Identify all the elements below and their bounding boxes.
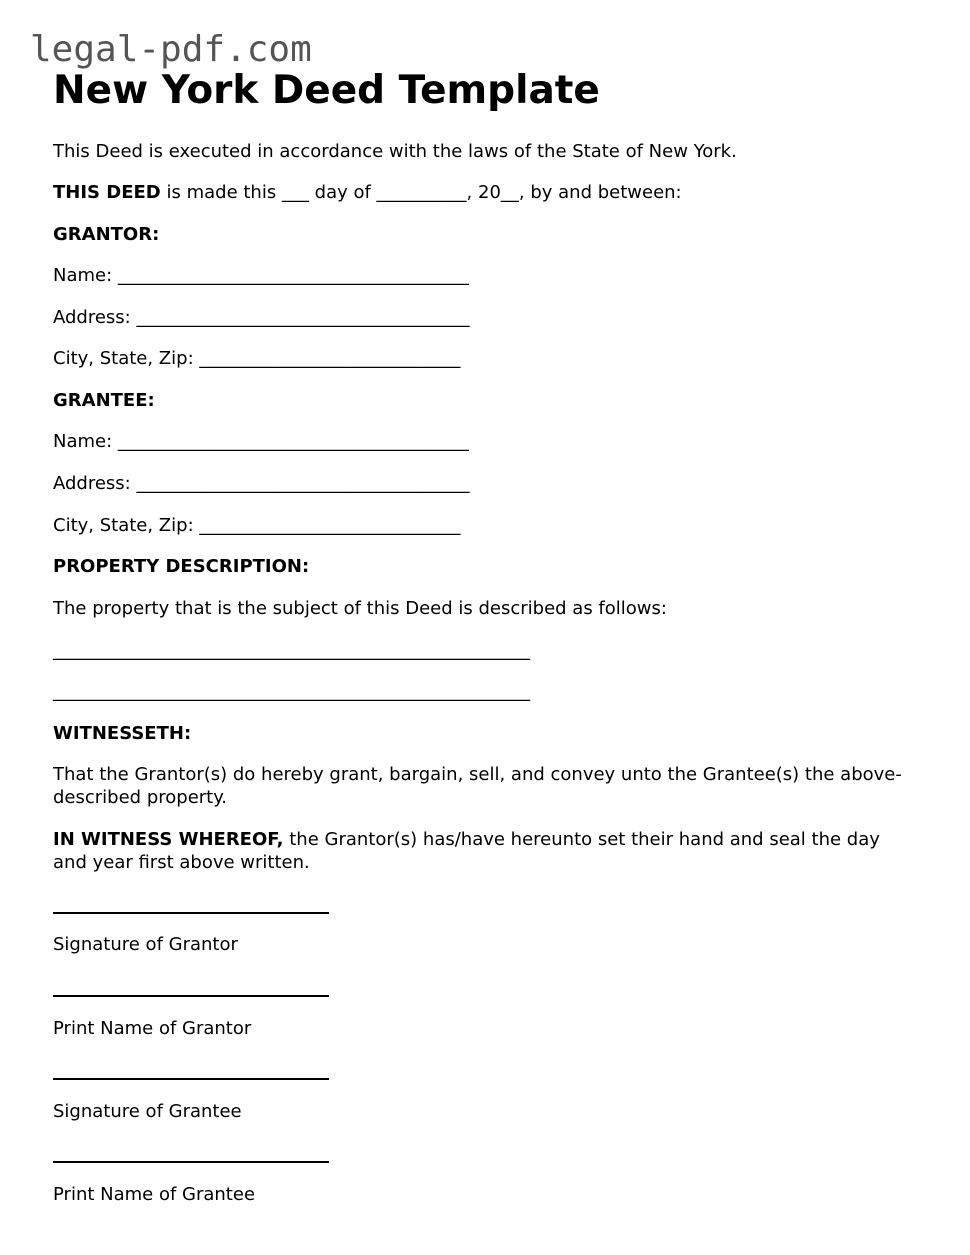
grantor-print-line	[53, 995, 329, 997]
deed-date-blanks: is made this ___ day of __________, 20__, by and between:	[160, 182, 682, 203]
grantor-address-field: Address: _____________________________________	[53, 307, 470, 328]
grantor-signature-line	[53, 912, 329, 914]
witnesseth-text: That the Grantor(s) do hereby grant, bargain, sell, and convey unto the Grantee(s) the above-described property.	[53, 764, 902, 808]
witnesseth-heading: WITNESSETH:	[53, 723, 192, 744]
grantee-signature-label: Signature of Grantee	[53, 1101, 242, 1122]
grantee-city-field: City, State, Zip: _____________________________	[53, 515, 461, 536]
property-blank-line: _____________________________________________________	[53, 640, 530, 661]
grantee-name-field: Name: _______________________________________	[53, 431, 469, 452]
grantor-city-field: City, State, Zip: _____________________________	[53, 348, 461, 369]
property-text: The property that is the subject of this Deed is described as follows:	[53, 598, 667, 619]
grantor-name-field: Name: _______________________________________	[53, 265, 469, 286]
this-deed-label: THIS DEED	[53, 182, 161, 203]
property-heading: PROPERTY DESCRIPTION:	[53, 556, 310, 577]
intro-text: This Deed is executed in accordance with the laws of the State of New York.	[53, 141, 737, 162]
witness-whereof-label: IN WITNESS WHEREOF,	[53, 829, 284, 850]
grantor-print-label: Print Name of Grantor	[53, 1018, 252, 1039]
grantee-address-field: Address: _____________________________________	[53, 473, 470, 494]
watermark-logo: legal-pdf.com	[30, 29, 312, 70]
property-blank-line: _____________________________________________________	[53, 681, 530, 702]
witness-whereof-text	[53, 828, 903, 874]
document-title: New York Deed Template	[53, 68, 600, 113]
grantor-signature-label: Signature of Grantor	[53, 934, 238, 955]
grantee-signature-line	[53, 1078, 329, 1080]
grantee-print-line	[53, 1161, 329, 1163]
deed-made-line	[53, 181, 682, 204]
grantee-heading: GRANTEE:	[53, 390, 155, 411]
grantee-print-label: Print Name of Grantee	[53, 1184, 256, 1205]
grantor-heading: GRANTOR:	[53, 224, 160, 245]
witness-whereof-body: the Grantor(s) has/have hereunto set their hand and seal the day and year first above written.	[53, 829, 880, 873]
